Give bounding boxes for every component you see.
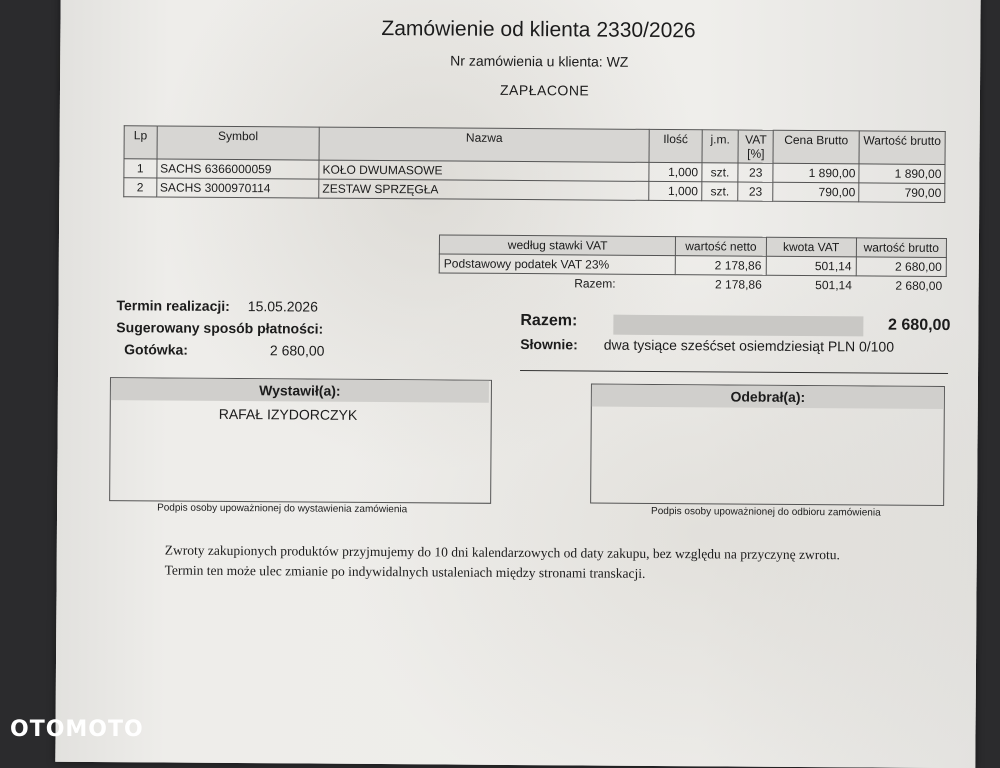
cell-symbol: SACHS 6366000059 [157, 159, 320, 179]
col-cena: Cena Brutto [773, 130, 859, 164]
vat-rate-label: Podstawowy podatek VAT 23% [439, 254, 676, 275]
received-by-label: Odebrał(a): [592, 385, 944, 409]
vat-amount: 501,14 [766, 256, 856, 276]
cash-label: Gotówka: [124, 341, 189, 358]
cell-ilosc: 1,000 [649, 181, 702, 200]
issued-by-label: Wystawił(a): [111, 378, 489, 403]
cell-symbol: SACHS 3000970114 [156, 178, 319, 198]
vat-netto: 2 178,86 [676, 256, 766, 276]
document-sheet [55, 0, 980, 768]
cash-payment [124, 341, 324, 358]
client-order-number: Nr zamówienia u klienta: WZ [450, 52, 629, 70]
vat-summary-table [439, 234, 947, 295]
returns-note-line: Termin ten może ulec zmianie po indywidalnych ustaleniach między stronami transkacji. [164, 562, 646, 581]
amount-in-words [520, 336, 894, 355]
watermark-logo: OTOMOTO [10, 717, 144, 742]
col-wartosc: Wartość brutto [859, 131, 945, 165]
grand-total [520, 312, 950, 337]
amount-in-words-value: dwa tysiące sześćset osiemdziesiąt PLN 0/100 [603, 336, 895, 355]
grand-total-value: 2 680,00 [888, 316, 951, 335]
issuer-name: RAFAŁ IZYDORCZYK [218, 405, 358, 423]
document-title [375, 17, 695, 43]
grand-total-label: Razem: [520, 312, 578, 330]
vat-brutto: 2 680,00 [856, 257, 946, 277]
vat-sum-row [439, 273, 946, 295]
grand-total-shade [613, 315, 863, 337]
vat-col-amount: kwota VAT [766, 237, 856, 257]
cell-nazwa: ZESTAW SPRZĘGŁA [319, 179, 649, 200]
cell-lp: 2 [124, 178, 157, 197]
col-ilosc: Ilość [649, 129, 702, 162]
cell-lp: 1 [124, 159, 157, 178]
cell-vat: 23 [738, 163, 773, 182]
vat-sum-netto: 2 178,86 [715, 277, 762, 292]
receiver-signature-caption: Podpis osoby upoważnionej do odbioru zamówienia [651, 505, 881, 519]
cash-value: 2 680,00 [269, 342, 325, 359]
title-text: Zamówienie od klienta [381, 17, 591, 42]
divider [520, 370, 948, 374]
amount-in-words-label: Słownie: [520, 336, 578, 353]
col-vat: VAT [%] [738, 130, 773, 163]
cell-wartosc: 790,00 [859, 183, 945, 203]
cell-wartosc: 1 890,00 [859, 164, 945, 184]
cell-nazwa: KOŁO DWUMASOWE [319, 160, 649, 181]
payment-status: ZAPŁACONE [499, 81, 590, 99]
cell-jm: szt. [701, 182, 738, 201]
cell-ilosc: 1,000 [649, 162, 702, 181]
items-table [123, 125, 945, 203]
col-nazwa: Nazwa [319, 127, 649, 162]
cell-jm: szt. [702, 163, 739, 182]
vat-sum-brutto: 2 680,00 [895, 278, 943, 293]
delivery-date [116, 297, 318, 314]
vat-col-brutto: wartość brutto [856, 238, 946, 258]
cell-vat: 23 [738, 182, 773, 201]
received-by-box [590, 384, 945, 506]
vat-col-netto: wartość netto [676, 237, 766, 257]
delivery-date-value: 15.05.2026 [247, 298, 318, 315]
col-lp: Lp [124, 126, 157, 159]
cell-cena: 790,00 [773, 182, 859, 202]
issuer-signature-caption: Podpis osoby upoważnionej do wystawienia zamówienia [157, 502, 408, 516]
returns-note [165, 541, 840, 586]
order-number: 2330/2026 [596, 18, 696, 43]
cell-cena: 1 890,00 [773, 163, 859, 183]
vat-col-rate: według stawki VAT [439, 235, 676, 256]
col-symbol: Symbol [157, 126, 320, 160]
delivery-date-label: Termin realizacji: [116, 297, 230, 314]
col-jm: j.m. [702, 130, 739, 163]
vat-sum-label: Razem: [574, 276, 616, 291]
issued-by-box [109, 377, 492, 504]
vat-sum-amount: 501,14 [815, 278, 852, 293]
payment-method-label: Sugerowany sposób płatności: [116, 319, 324, 337]
returns-note-line: Zwroty zakupionych produktów przyjmujemy do 10 dni kalendarzowych od daty zakupu, bez względu na przyczynę zwrotu. [164, 542, 840, 563]
